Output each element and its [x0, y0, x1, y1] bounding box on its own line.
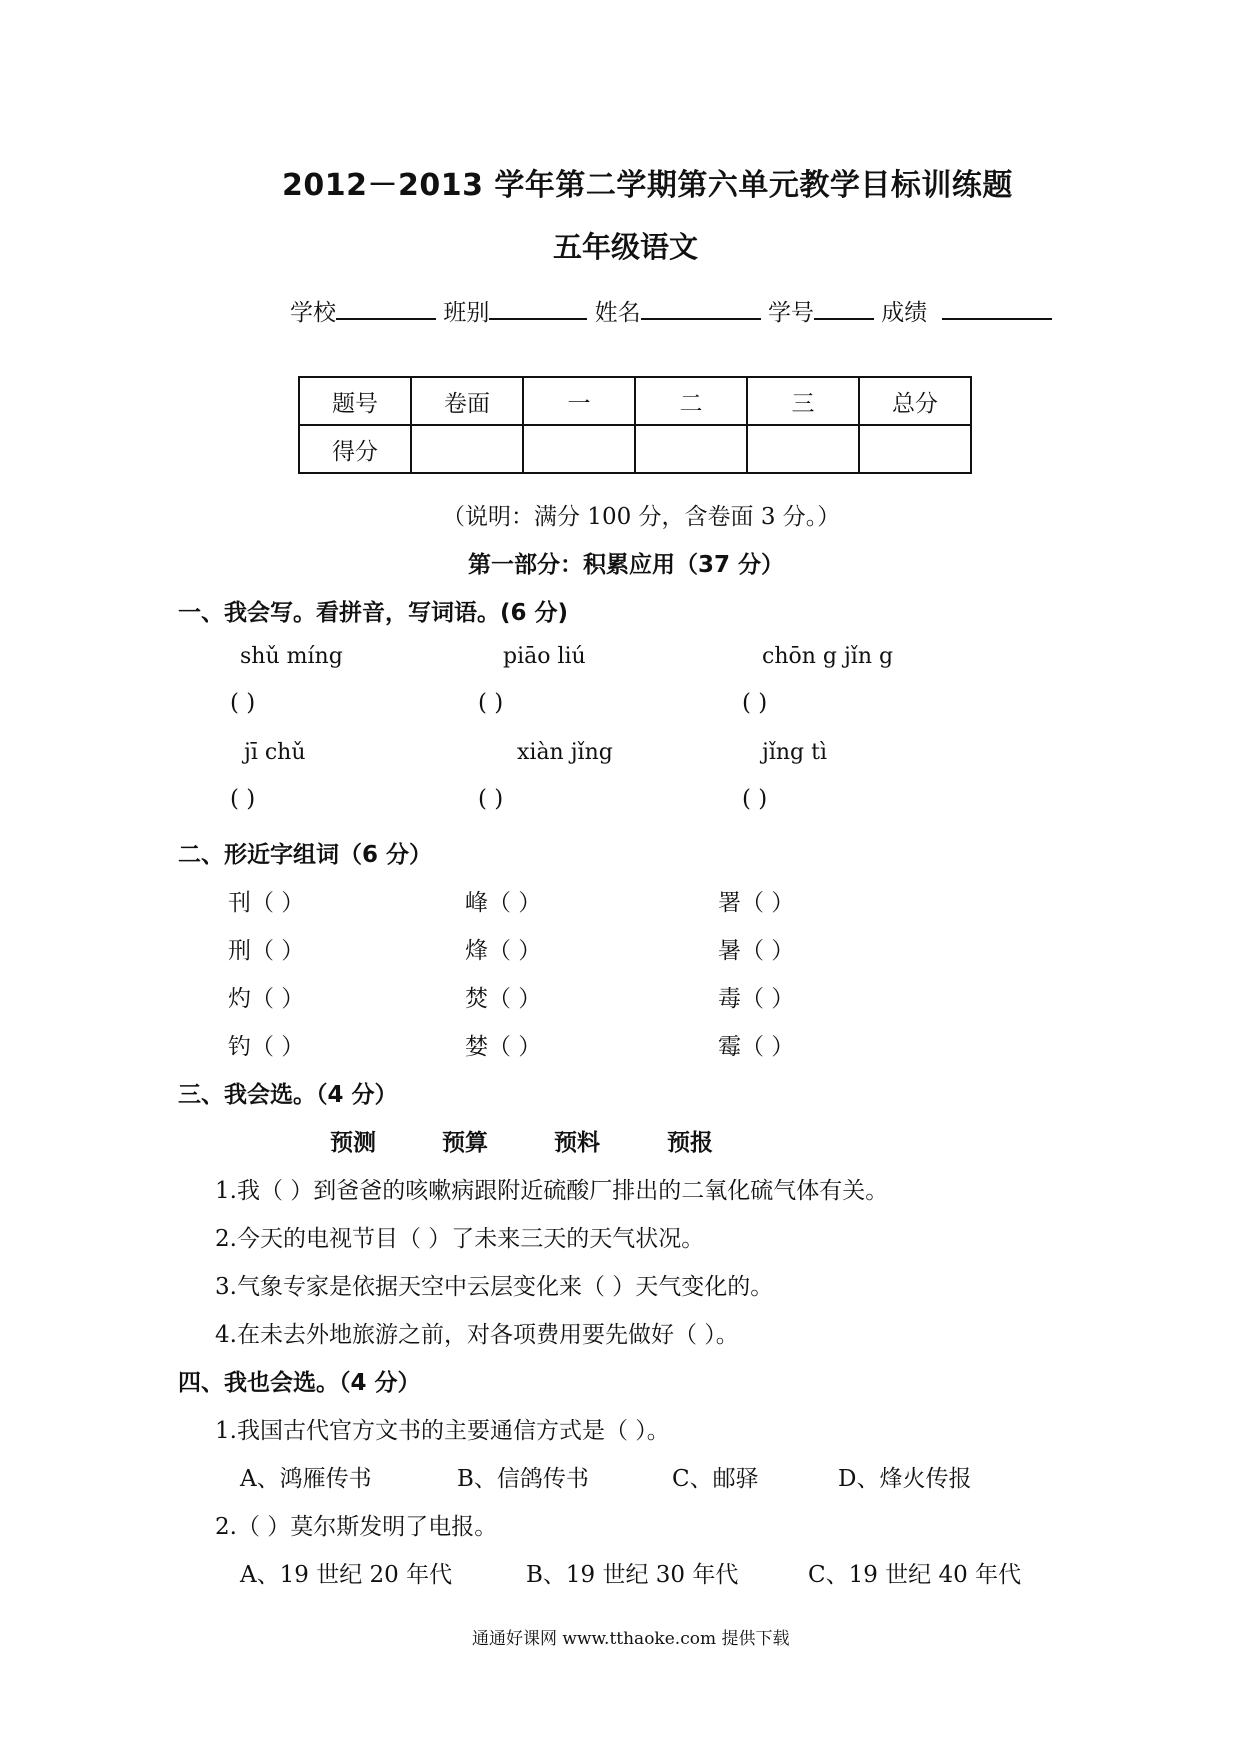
- q4-item[interactable]: 2.（ ）莫尔斯发明了电报。: [215, 1514, 498, 1540]
- score-table-header-cell: 一: [523, 377, 635, 425]
- q3-option: 预测: [330, 1130, 376, 1156]
- score-table-header-cell: 二: [635, 377, 747, 425]
- score-cell[interactable]: [859, 425, 971, 473]
- page-title: 2012－2013 学年第二学期第六单元教学目标训练题: [282, 168, 1013, 203]
- q1-pinyin: shǔ míng: [240, 644, 343, 669]
- student-id-blank[interactable]: [814, 296, 874, 320]
- q4-option[interactable]: A、19 世纪 20 年代: [240, 1562, 453, 1588]
- q4-option[interactable]: A、鸿雁传书: [240, 1466, 372, 1492]
- q3-title: 三、我会选。（4 分）: [178, 1082, 398, 1108]
- q3-item[interactable]: 2.今天的电视节目（ ）了未来三天的天气状况。: [215, 1226, 705, 1252]
- q2-item[interactable]: 霉（ ）: [718, 1034, 795, 1060]
- q2-item[interactable]: 毒（ ）: [718, 986, 795, 1012]
- q4-item[interactable]: 1.我国古代官方文书的主要通信方式是（ ）。: [215, 1418, 670, 1444]
- score-cell[interactable]: [635, 425, 747, 473]
- q1-title: 一、我会写。看拼音，写词语。(6 分): [178, 600, 569, 626]
- score-row-label: 得分: [299, 425, 411, 473]
- q2-title: 二、形近字组词（6 分）: [178, 842, 433, 868]
- class-blank[interactable]: [489, 296, 587, 320]
- name-blank[interactable]: [641, 296, 761, 320]
- page-subtitle: 五年级语文: [553, 230, 699, 264]
- q2-item[interactable]: 署（ ）: [718, 890, 795, 916]
- q2-item[interactable]: 焚（ ）: [465, 986, 542, 1012]
- school-blank[interactable]: [336, 296, 436, 320]
- score-table-score-row: [299, 425, 971, 473]
- field-label-class: 班别: [443, 300, 490, 326]
- q2-item[interactable]: 灼（ ）: [228, 986, 305, 1012]
- score-cell[interactable]: [411, 425, 523, 473]
- q1-answer-bracket[interactable]: ( ): [230, 690, 256, 716]
- q2-item[interactable]: 烽（ ）: [465, 938, 542, 964]
- part1-title: 第一部分：积累应用（37 分）: [468, 552, 785, 578]
- q4-title: 四、我也会选。（4 分）: [178, 1370, 421, 1396]
- q1-pinyin: jǐng tì: [762, 740, 827, 765]
- q1-answer-bracket[interactable]: ( ): [742, 786, 768, 812]
- q3-item[interactable]: 1.我（ ）到爸爸的咳嗽病跟附近硫酸厂排出的二氧化硫气体有关。: [215, 1178, 889, 1204]
- q2-item[interactable]: 婪（ ）: [465, 1034, 542, 1060]
- q2-item[interactable]: 刑（ ）: [228, 938, 305, 964]
- field-label-name: 姓名: [594, 300, 641, 326]
- q3-option: 预算: [442, 1130, 488, 1156]
- q4-option[interactable]: C、19 世纪 40 年代: [808, 1562, 1022, 1588]
- score-cell[interactable]: [747, 425, 859, 473]
- q1-answer-bracket[interactable]: ( ): [478, 786, 504, 812]
- scoring-note: （说明：满分 100 分，含卷面 3 分。）: [442, 504, 841, 530]
- q4-option[interactable]: B、19 世纪 30 年代: [526, 1562, 739, 1588]
- score-table-header-cell: 总分: [859, 377, 971, 425]
- field-label-score: 成绩: [881, 300, 928, 326]
- q2-item[interactable]: 刊（ ）: [228, 890, 305, 916]
- q2-item[interactable]: 钓（ ）: [228, 1034, 305, 1060]
- q1-answer-bracket[interactable]: ( ): [742, 690, 768, 716]
- q4-option[interactable]: B、信鸽传书: [457, 1466, 589, 1492]
- q1-pinyin: chōn g jǐn g: [762, 644, 894, 669]
- q4-option[interactable]: D、烽火传报: [838, 1466, 972, 1492]
- info-fields-line: [290, 294, 1052, 327]
- q1-pinyin: jī chǔ: [244, 740, 306, 765]
- footer-text: 通通好课网 www.tthaoke.com 提供下载: [472, 1629, 790, 1649]
- score-table: [298, 376, 972, 474]
- q1-pinyin: xiàn jǐng: [517, 740, 613, 765]
- score-blank[interactable]: [942, 296, 1052, 320]
- q1-pinyin: piāo liú: [503, 644, 586, 669]
- q1-answer-bracket[interactable]: ( ): [230, 786, 256, 812]
- score-table-header-cell: 卷面: [411, 377, 523, 425]
- score-table-header-row: [299, 377, 971, 425]
- q3-item[interactable]: 4.在未去外地旅游之前，对各项费用要先做好（ ）。: [215, 1322, 739, 1348]
- q4-option[interactable]: C、邮驿: [672, 1466, 759, 1492]
- q1-answer-bracket[interactable]: ( ): [478, 690, 504, 716]
- q3-item[interactable]: 3.气象专家是依据天空中云层变化来（ ）天气变化的。: [215, 1274, 774, 1300]
- score-cell[interactable]: [523, 425, 635, 473]
- q2-item[interactable]: 暑（ ）: [718, 938, 795, 964]
- score-table-header-cell: 题号: [299, 377, 411, 425]
- q2-item[interactable]: 峰（ ）: [465, 890, 542, 916]
- score-table-header-cell: 三: [747, 377, 859, 425]
- field-label-school: 学校: [290, 300, 336, 326]
- q3-option: 预报: [667, 1130, 713, 1156]
- field-label-student-id: 学号: [767, 300, 814, 326]
- q3-option: 预料: [554, 1130, 600, 1156]
